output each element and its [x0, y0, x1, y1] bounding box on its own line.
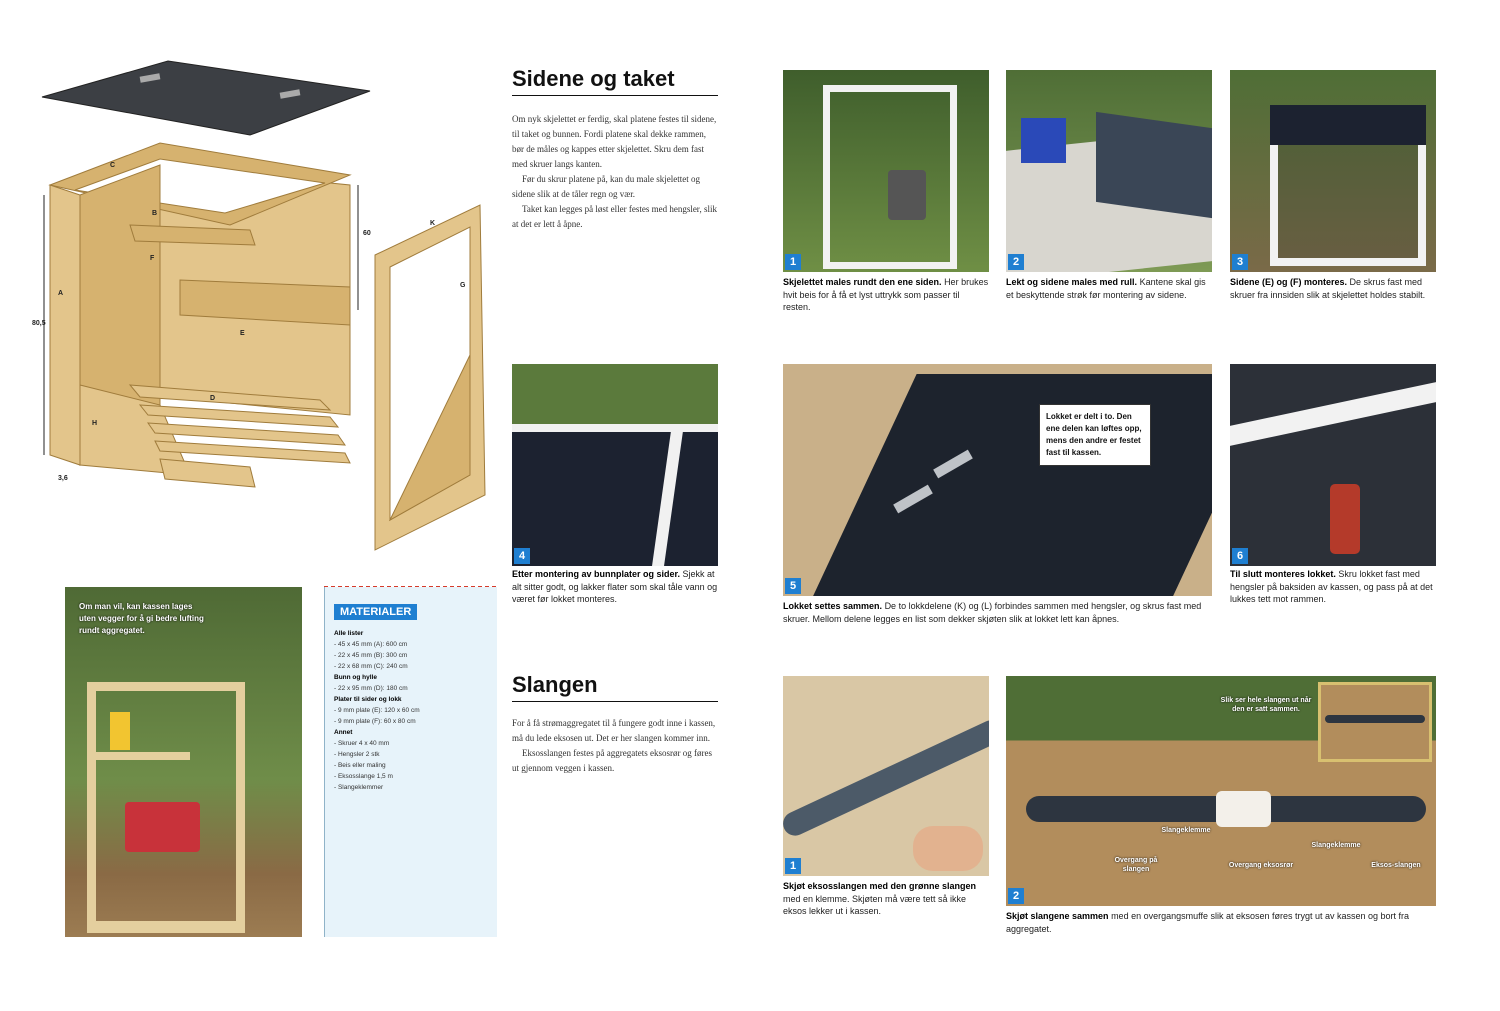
step3-caption: Sidene (E) og (F) monteres. De skrus fast med skruer fra innsiden slik at skjelettet holdes stabilt.	[1230, 277, 1426, 300]
step4-photo	[512, 364, 718, 566]
sides-and-roof-heading: Sidene og taket	[512, 66, 718, 96]
dim-label-foot: 3,6	[58, 475, 68, 482]
part-label-c: C	[110, 162, 116, 169]
hose-heading: Slangen	[512, 672, 718, 702]
hose-label-5: Eksos-slangen	[1371, 862, 1421, 869]
materials-item: - Eksosslange 1,5 m	[334, 773, 393, 780]
materials-group-heading: Annet	[334, 729, 353, 736]
part-label-h: H	[92, 420, 98, 427]
intro-paragraph: Om nyk skjelettet er ferdig, skal platene festes til sidene, til taket og bunnen. Fordi platene skal dekke rammen, bør de måles og kappes etter skjelettet. Skru dem fast med skruer langs kanten.	[512, 114, 717, 169]
photo-note: Om man vil, kan kassen lages uten vegger for å gi bedre lufting rundt aggregatet.	[79, 602, 204, 635]
step2-photo	[1006, 70, 1212, 272]
step1-badge: 1	[785, 254, 801, 270]
hose-label-2: Slangeklemme	[1161, 827, 1211, 834]
step1-photo	[783, 70, 989, 272]
part-label-d: D	[210, 395, 216, 402]
intro-paragraph: Før du skrur platene på, kan du male skjelettet og sidene slik at de tåler regn og vær.	[512, 174, 700, 199]
part-label-g: G	[460, 282, 466, 289]
left-side-frame	[50, 185, 80, 465]
materials-item: - 9 mm plate (E): 120 x 60 cm	[334, 707, 420, 714]
materials-item: - 22 x 45 mm (B): 300 cm	[334, 652, 408, 659]
materials-item: - 22 x 95 mm (D): 180 cm	[334, 685, 408, 692]
bottom-slat-3	[148, 423, 345, 445]
dim-label-side: 60	[363, 230, 371, 237]
step5-badge: 5	[785, 578, 801, 594]
dim-label-height: 80,5	[32, 320, 46, 327]
hose-label-3: Overgang eksosrør	[1228, 862, 1294, 869]
bottom-slat-5	[160, 459, 255, 487]
materials-group-heading: Alle lister	[334, 630, 364, 637]
materials-item: - 9 mm plate (F): 60 x 80 cm	[334, 718, 416, 725]
materials-item: - Beis eller maling	[334, 762, 386, 769]
finished-box-photo	[65, 587, 302, 937]
materials-item: - 45 x 45 mm (A): 600 cm	[334, 641, 408, 648]
step6-badge: 6	[1232, 548, 1248, 564]
part-label-a: A	[58, 290, 64, 297]
part-label-k: K	[430, 220, 436, 227]
step6-caption: Til slutt monteres lokket. Skru lokket fast med hengsler på baksiden av kassen, og pass på at det lukkes tett mot rammen.	[1230, 569, 1433, 604]
step4-badge: 4	[514, 548, 530, 564]
step1-caption: Skjelettet males rundt den ene siden. Her brukes hvit beis for å få et lyst uttrykk som passer til resten.	[783, 277, 989, 312]
part-label-b: B	[152, 210, 158, 217]
part-label-e: E	[240, 330, 245, 337]
hose-step1-caption: Skjøt eksosslangen med den grønne slangen med en klemme. Skjøten må være tett så ikke eksos lekker ut i kassen.	[783, 881, 977, 916]
step5-photo	[783, 364, 1212, 596]
hose-step2-photo	[1006, 676, 1436, 906]
materials-group-heading: Bunn og hylle	[334, 674, 377, 681]
step3-photo	[1230, 70, 1436, 272]
intro-text	[512, 112, 718, 232]
inset-label: Slik ser hele slangen ut når den er satt sammen.	[1220, 697, 1312, 713]
hose-paragraph: Eksosslangen festes på aggregatets eksosrør og føres ut gjennom veggen i kassen.	[512, 748, 712, 773]
step5-caption: Lokket settes sammen. De to lokkdelene (K) og (L) forbindes sammen med hengsler, og skrus fast med skruer. Mellom delene legges en list som dekker skjøten slik at lokket lett kan åpnes.	[783, 601, 1202, 624]
hose-step2-badge: 2	[1008, 888, 1024, 904]
inset-photo	[1318, 682, 1432, 762]
materials-group-heading: Plater til sider og lokk	[334, 696, 402, 703]
hose-step2-caption: Skjøt slangene sammen med en overgangsmuffe slik at eksosen føres trygt ut av kassen og bort fra aggregatet.	[1006, 911, 1410, 934]
step4-caption: Etter montering av bunnplater og sider. Sjekk at alt sitter godt, og lakker flater som skal tåle vann og været før lokket monteres.	[512, 569, 718, 604]
part-label-f: F	[150, 255, 155, 262]
materials-item: - Hengsler 2 stk	[334, 751, 380, 758]
step3-badge: 3	[1232, 254, 1248, 270]
materials-list	[334, 628, 490, 793]
assembly-diagram	[30, 55, 500, 555]
step5-callout: Lokket er delt i to. Den ene delen kan løftes opp, mens den andre er festet fast til kassen.	[1039, 404, 1151, 466]
materials-item: - Slangeklemmer	[334, 784, 384, 791]
lid-plate	[42, 61, 370, 135]
materials-item: - 22 x 68 mm (C): 240 cm	[334, 663, 408, 670]
step2-caption: Lekt og sidene males med rull. Kantene skal gis et beskyttende strøk før montering av sidene.	[1006, 277, 1206, 300]
step6-photo	[1230, 364, 1436, 566]
hose-paragraph: For å få strømaggregatet til å fungere godt inne i kassen, må du lede eksosen ut. Det er her slangen kommer inn.	[512, 718, 716, 743]
materials-title: MATERIALER	[334, 604, 417, 620]
hose-step1-photo	[783, 676, 989, 876]
hose-label-1: Overgang på slangen	[1114, 857, 1158, 873]
hose-text	[512, 716, 718, 776]
hose-label-4: Slangeklemme	[1311, 842, 1361, 849]
hose-step1-badge: 1	[785, 858, 801, 874]
materials-item: - Skruer 4 x 40 mm	[334, 740, 390, 747]
bottom-slat-4	[155, 441, 350, 463]
step2-badge: 2	[1008, 254, 1024, 270]
intro-paragraph: Taket kan legges på løst eller festes med hengsler, slik at det er lett å åpne.	[512, 204, 717, 229]
